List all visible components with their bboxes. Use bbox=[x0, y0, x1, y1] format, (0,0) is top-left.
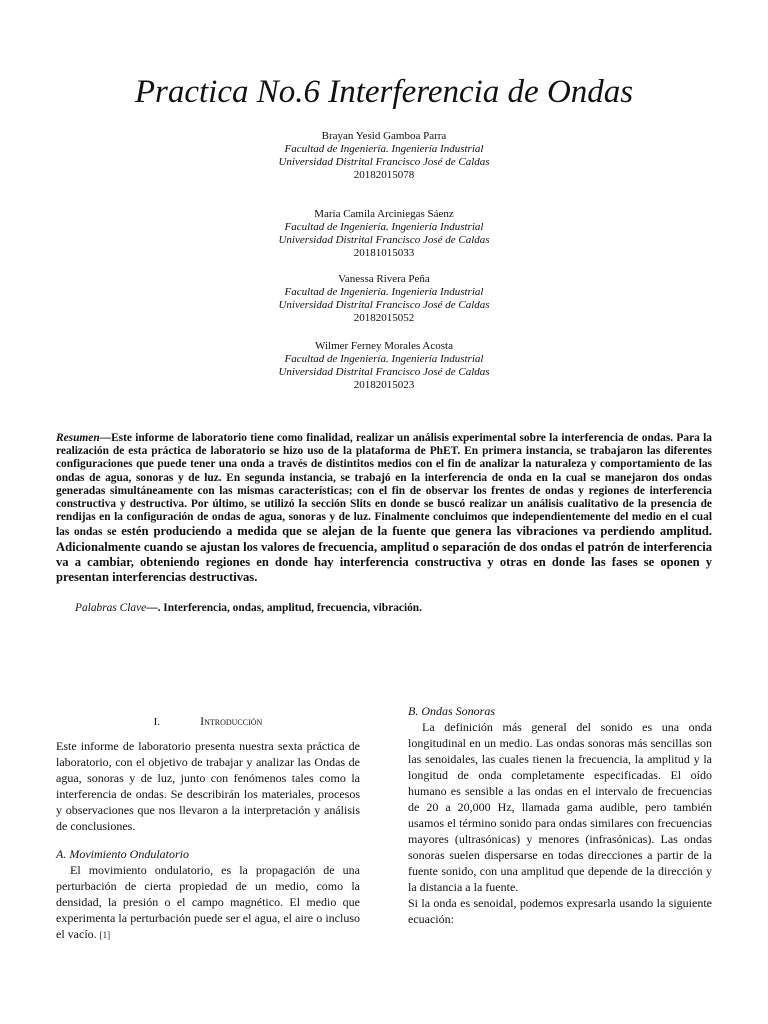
keywords-label: Palabras Clave bbox=[75, 602, 147, 614]
author-name: Wilmer Ferney Morales Acosta bbox=[315, 340, 453, 352]
keywords-text: Interferencia, ondas, amplitud, frecuencia, vibración. bbox=[163, 602, 422, 614]
author-block bbox=[0, 340, 768, 392]
author-faculty: Facultad de Ingeniería. Ingeniería Industrial bbox=[284, 143, 484, 155]
author-block bbox=[0, 130, 768, 182]
subsection-heading-b: B. Ondas Sonoras bbox=[408, 704, 496, 718]
abstract-text-large: estén produciendo a medida que se alejan de la fuente que genera las vibraciones va perdiendo amplitud. Adicionalmente cuando se ajustan los valores de frecuencia, amplitud o separación de dos ondas el patrón de interferencia va a cambiar, obteniendo regiones en donde hay interferencia constructiva y otras en donde las fases se oponen y presentan interferencias destructivas. bbox=[56, 524, 712, 585]
abstract-text: Este informe de laboratorio tiene como finalidad, realizar un análisis experimental sobre la interferencia de ondas. Para la realización de esta práctica de laboratorio se hizo uso de la plataforma de PhET. En primera instancia, se trabajaron las diferentes configuraciones que puede tener una onda a través de distintitos medios con el fin de analizar la naturaleza y comportamiento de las ondas de agua, sonoras y de luz. En segunda instancia, se trabajó en la interferencia de onda en la cual se manejaron dos ondas generadas simultáneamente con las mismas características; con el fin de observar los frentes de ondas y regiones de interferencia constructiva y destructiva. Por último, se utilizó la sección Slits en donde se buscó realizar un análisis cualitativo de la presencia de rendijas en la configuración de ondas de agua, sonoras y de luz. Finalmente concluimos que independientemente del medio en el cual las ondas se bbox=[56, 432, 712, 539]
author-block bbox=[0, 273, 768, 325]
author-id: 20182015052 bbox=[353, 312, 415, 324]
author-id: 20181015033 bbox=[353, 247, 415, 259]
section-heading-intro bbox=[56, 713, 360, 730]
author-name: Brayan Yesid Gamboa Parra bbox=[321, 130, 447, 142]
author-name: María Camila Arciniegas Sáenz bbox=[314, 208, 454, 220]
section-b-paragraph-2: Si la onda es senoidal, podemos expresarla usando la siguiente ecuación: bbox=[408, 896, 712, 926]
left-column bbox=[56, 703, 360, 943]
abstract-dash: — bbox=[99, 432, 112, 444]
subsection-heading-a: A. Movimiento Ondulatorio bbox=[56, 847, 189, 861]
keywords bbox=[75, 601, 715, 615]
author-university: Universidad Distrital Francisco José de Caldas bbox=[278, 299, 490, 311]
author-faculty: Facultad de Ingeniería. Ingeniería Industrial bbox=[284, 286, 484, 298]
author-university: Universidad Distrital Francisco José de Caldas bbox=[278, 366, 490, 378]
intro-paragraph: Este informe de laboratorio presenta nuestra sexta práctica de laboratorio, con el objetivo de trabajar y analizar las Ondas de agua, sonoras y de luz, junto con fenómenos tales como la interferencia de ondas. Se describirán los materiales, procesos y observaciones que nos llevaron a la interpretación y análisis de conclusiones. bbox=[56, 739, 360, 833]
section-a-paragraph bbox=[56, 862, 360, 943]
abstract-label: Resumen bbox=[56, 432, 100, 444]
section-a-text: El movimiento ondulatorio, es la propagación de una perturbación de cierta propiedad de un medio, como la densidad, la presión o el campo magnético. El medio que experimenta la perturbación puede ser el agua, el aire o incluso el vacío. bbox=[56, 863, 360, 941]
author-id: 20182015078 bbox=[353, 169, 415, 181]
citation-ref[interactable]: [1] bbox=[99, 930, 111, 940]
author-block bbox=[0, 208, 768, 260]
author-university: Universidad Distrital Francisco José de Caldas bbox=[278, 234, 490, 246]
author-name: Vanessa Rivera Peña bbox=[338, 273, 430, 285]
author-faculty: Facultad de Ingeniería. Ingeniería Industrial bbox=[284, 353, 484, 365]
author-id: 20182015023 bbox=[353, 379, 415, 391]
abstract bbox=[56, 432, 712, 585]
keywords-dash: —. bbox=[146, 602, 164, 614]
author-faculty: Facultad de Ingeniería. Ingeniería Industrial bbox=[284, 221, 484, 233]
paper-title: Practica No.6 Interferencia de Ondas bbox=[134, 74, 634, 110]
section-number: I. bbox=[153, 716, 161, 728]
right-column bbox=[408, 703, 712, 927]
author-university: Universidad Distrital Francisco José de Caldas bbox=[278, 156, 490, 168]
section-title: Introducción bbox=[200, 714, 263, 728]
section-b-paragraph: La definición más general del sonido es una onda longitudinal en un medio. Las ondas sonoras más sencillas son las senoidales, las cuales tienen la frecuencia, la amplitud y la longitud de onda completamente especificadas. El oído humano es sensible a las ondas en el intervalo de frecuencias de 20 a 20,000 Hz, llamada gama audible, pero también usamos el término sonido para ondas similares con frecuencias mayores (ultrasónicas) y menores (infrasónicas). Las ondas sonoras suelen dispersarse en todas direcciones a partir de la fuente sonido, con una amplitud que depende de la dirección y la distancia a la fuente. bbox=[408, 720, 712, 894]
